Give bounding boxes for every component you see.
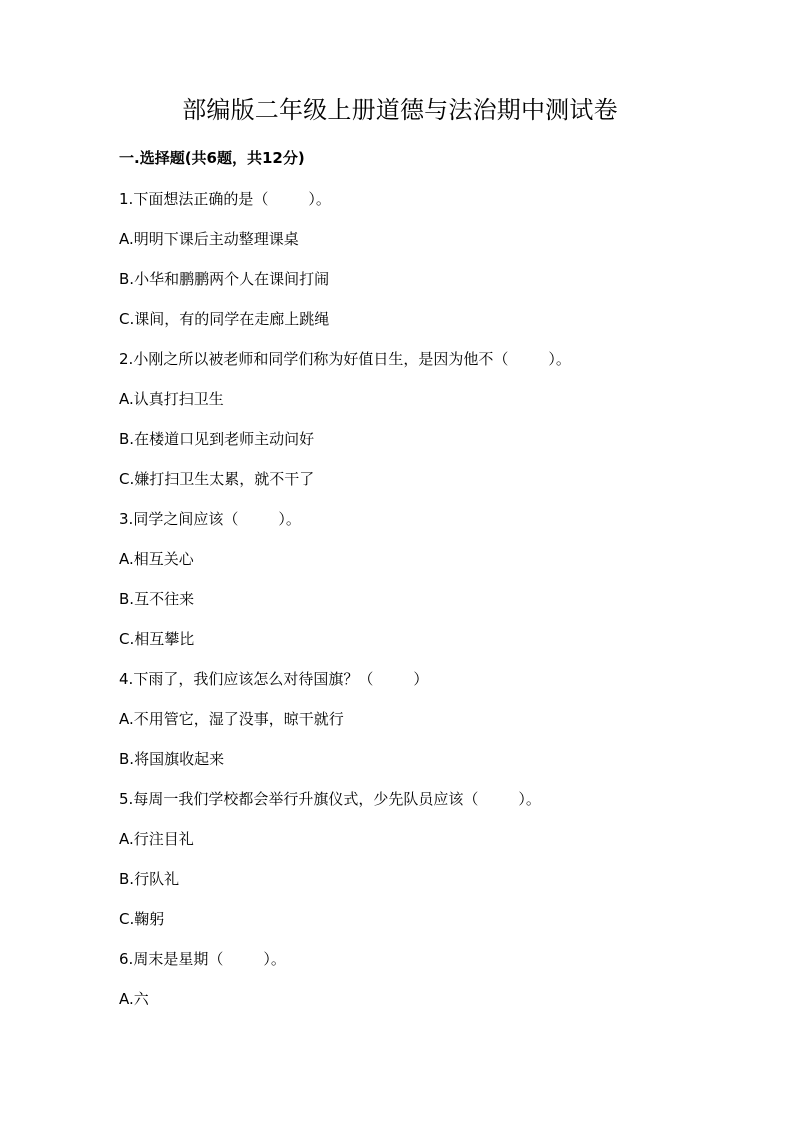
question-6-option-a bbox=[119, 986, 759, 1026]
option-letter: B. bbox=[119, 430, 135, 448]
question-text: 小刚之所以被老师和同学们称为好值日生，是因为他不（ bbox=[133, 350, 509, 368]
question-3-stem bbox=[119, 506, 759, 546]
option-letter: B. bbox=[119, 270, 135, 288]
option-letter: C. bbox=[119, 910, 135, 928]
option-letter: B. bbox=[119, 590, 135, 608]
question-number: 4. bbox=[119, 670, 134, 688]
option-text: 小华和鹏鹏两个人在课间打闹 bbox=[134, 270, 330, 288]
option-letter: C. bbox=[119, 630, 135, 648]
question-text-end: ）。 bbox=[278, 510, 301, 528]
question-number: 1. bbox=[119, 190, 134, 208]
option-text: 相互攀比 bbox=[134, 630, 195, 648]
question-text-end: ）。 bbox=[518, 790, 541, 808]
option-text: 行注目礼 bbox=[133, 830, 194, 848]
question-number: 5. bbox=[119, 790, 134, 808]
question-4-option-b bbox=[119, 746, 759, 786]
question-text-end: ）。 bbox=[308, 190, 331, 208]
question-1-option-a bbox=[119, 226, 759, 266]
question-4-stem bbox=[119, 666, 759, 706]
option-letter: B. bbox=[119, 870, 135, 888]
question-text: 下雨了，我们应该怎么对待国旗？（ bbox=[133, 670, 374, 688]
question-5-option-b bbox=[119, 866, 759, 906]
question-2-stem bbox=[119, 346, 759, 386]
question-text-end: ）。 bbox=[548, 350, 571, 368]
question-1-option-c bbox=[119, 306, 759, 346]
option-letter: B. bbox=[119, 750, 135, 768]
question-2-option-a bbox=[119, 386, 759, 426]
option-text: 互不往来 bbox=[134, 590, 195, 608]
option-letter: C. bbox=[119, 470, 135, 488]
option-text: 在楼道口见到老师主动问好 bbox=[134, 430, 315, 448]
option-letter: A. bbox=[119, 990, 134, 1008]
question-1-stem bbox=[119, 186, 759, 226]
option-text: 相互关心 bbox=[133, 550, 194, 568]
question-list bbox=[119, 186, 759, 1026]
option-text: 将国旗收起来 bbox=[134, 750, 225, 768]
question-text: 同学之间应该（ bbox=[133, 510, 239, 528]
question-text-end: ）。 bbox=[263, 950, 286, 968]
question-number: 3. bbox=[119, 510, 134, 528]
question-5-option-c bbox=[119, 906, 759, 946]
question-4-option-a bbox=[119, 706, 759, 746]
option-text: 明明下课后主动整理课桌 bbox=[133, 230, 299, 248]
question-3-option-a bbox=[119, 546, 759, 586]
option-letter: A. bbox=[119, 710, 134, 728]
section-heading: 一.选择题(共6题，共12分) bbox=[119, 149, 305, 167]
option-letter: C. bbox=[119, 310, 135, 328]
question-6-stem bbox=[119, 946, 759, 986]
option-text: 六 bbox=[133, 990, 149, 1008]
option-text: 嫌打扫卫生太累，就不干了 bbox=[134, 470, 315, 488]
question-text: 下面想法正确的是（ bbox=[133, 190, 269, 208]
option-text: 鞠躬 bbox=[134, 910, 165, 928]
question-1-option-b bbox=[119, 266, 759, 306]
question-text-end: ） bbox=[413, 670, 429, 688]
exam-title: 部编版二年级上册道德与法治期中测试卷 bbox=[182, 96, 618, 124]
question-3-option-c bbox=[119, 626, 759, 666]
question-text: 每周一我们学校都会举行升旗仪式，少先队员应该（ bbox=[133, 790, 479, 808]
option-text: 不用管它，湿了没事，晾干就行 bbox=[133, 710, 344, 728]
option-letter: A. bbox=[119, 550, 134, 568]
question-3-option-b bbox=[119, 586, 759, 626]
question-5-option-a bbox=[119, 826, 759, 866]
option-text: 认真打扫卫生 bbox=[133, 390, 224, 408]
question-2-option-b bbox=[119, 426, 759, 466]
question-text: 周末是星期（ bbox=[133, 950, 224, 968]
option-letter: A. bbox=[119, 230, 134, 248]
question-number: 2. bbox=[119, 350, 134, 368]
option-letter: A. bbox=[119, 830, 134, 848]
option-text: 行队礼 bbox=[134, 870, 180, 888]
question-5-stem bbox=[119, 786, 759, 826]
option-letter: A. bbox=[119, 390, 134, 408]
question-number: 6. bbox=[119, 950, 134, 968]
question-2-option-c bbox=[119, 466, 759, 506]
option-text: 课间，有的同学在走廊上跳绳 bbox=[134, 310, 330, 328]
